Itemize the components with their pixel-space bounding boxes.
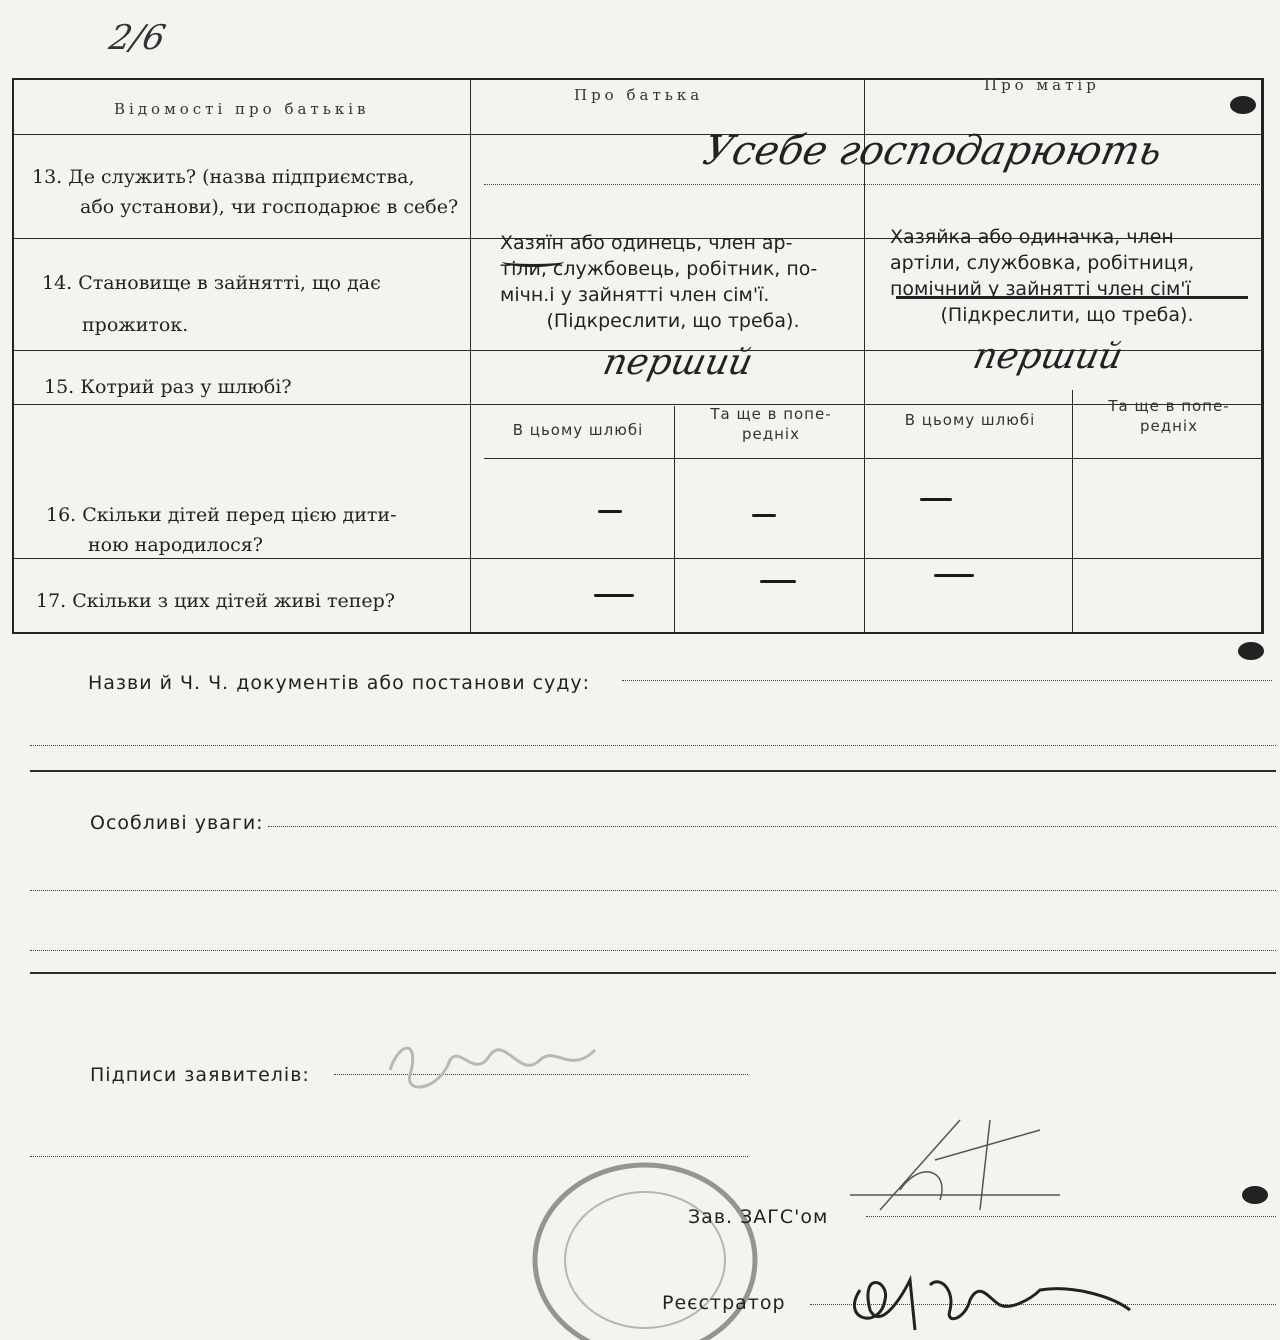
documents-label: Назви й Ч. Ч. документів або постанови суду: [88, 672, 591, 694]
remarks-line-1[interactable] [268, 826, 1276, 827]
question-13: 13. Де служить? (назва підприємства, або установи), чи господарює в себе? [32, 166, 459, 218]
signatures-label: Підписи заявителів: [90, 1064, 310, 1086]
documents-line-2[interactable] [30, 745, 1276, 746]
remarks-line-3[interactable] [30, 950, 1276, 951]
question-17: 17. Скільки з цих дітей живі тепер? [36, 590, 395, 612]
q16-mother-this-marriage-dash [920, 498, 952, 501]
header-col-mother: Про матір [984, 76, 1100, 94]
remarks-line-2[interactable] [30, 890, 1276, 891]
q17-father-previous-dash [760, 580, 796, 583]
father-occupation-options: Хазяїн або одинець, член ар- тіли, службовець, робітник, по- мічн.і у зайнятті член сім'ї. (Підкреслити, що треба). [500, 232, 818, 332]
page-number: 2/6 [105, 18, 169, 58]
head-signature [840, 1100, 1080, 1230]
parents-info-table [12, 78, 1264, 634]
question-16: 16. Скільки дітей перед цією дити- ною народилося? [46, 504, 397, 556]
registrar-signature [840, 1230, 1140, 1338]
q17-mother-this-marriage-dash [934, 574, 974, 577]
subheader-mother-this-marriage: В цьому шлюбі [904, 411, 1036, 429]
question-14: 14. Становище в зайнятті, що дає прожиток. [42, 272, 381, 336]
faded-applicant-signature [380, 1020, 620, 1110]
subheader-mother-previous: Та ще в попе- редніх [1108, 397, 1230, 435]
mother-occupation-options: Хазяйка або одиначка, член артіли, службовка, робітниця, помічний у зайнятті член сім'ї (Підкреслити, що треба). [890, 226, 1195, 326]
q13-handwritten-answer: Усебе господарюють [699, 128, 1167, 174]
subheader-father-previous: Та ще в попе- редніх [710, 405, 832, 443]
documents-line-1[interactable] [622, 680, 1272, 681]
q16-father-this-marriage-dash [598, 510, 622, 513]
q15-mother-answer: перший [969, 336, 1127, 377]
registrar-label: Реєстратор [662, 1292, 786, 1314]
header-col-father: Про батька [574, 86, 704, 104]
q15-father-answer: перший [599, 342, 757, 383]
remarks-label: Особливі уваги: [90, 812, 264, 834]
head-label: Зав. ЗАГС'ом [688, 1206, 829, 1228]
header-col-parents: Відомості про батьків [114, 100, 370, 118]
q17-father-this-marriage-dash [594, 594, 634, 597]
question-15: 15. Котрий раз у шлюбі? [44, 376, 292, 398]
subheader-father-this-marriage: В цьому шлюбі [512, 421, 644, 439]
q16-father-previous-dash [752, 514, 776, 517]
